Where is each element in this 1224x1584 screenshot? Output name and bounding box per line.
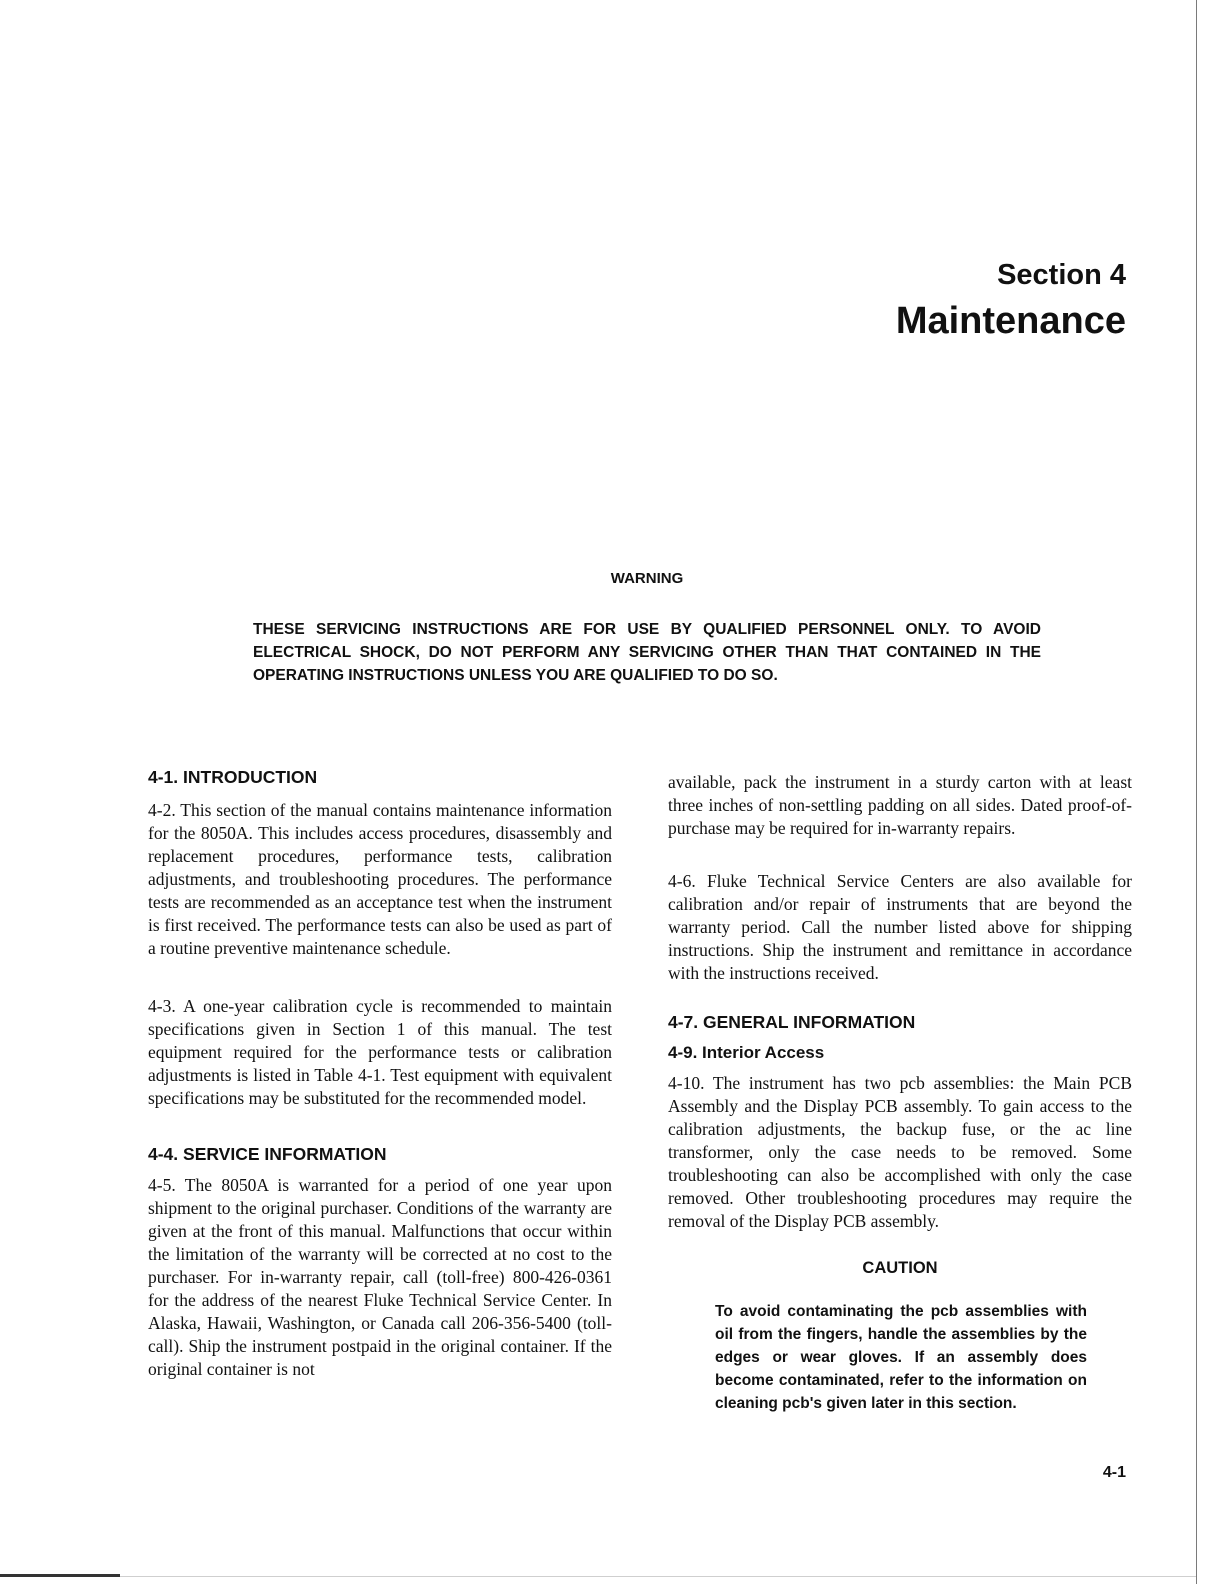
warning-text: THESE SERVICING INSTRUCTIONS ARE FOR USE BY QUALIFIED PERSONNEL ONLY. TO AVOID ELECTRICAL SHOCK, DO NOT PERFORM ANY SERVICING OTHER THAN THAT CONTAINED IN THE OPERATING INSTRUCTIONS UNLESS YOU ARE QUALIFIED TO DO SO. xyxy=(253,621,1041,684)
paragraph-4-5: 4-5. The 8050A is warranted for a period of one year upon shipment to the original purchaser. Conditions of the warranty are given at the front of this manual. Malfunctions that occur within the limitation of the warranty will be corrected at no cost to the purchaser. For in-warranty repair, call (toll-free) 800-426-0361 for the address of the nearest Fluke Technical Service Center. In Alaska, Hawaii, Washington, or Canada call 206-356-5400 (toll-call). Ship the instrument postpaid in the original container. If the original container is not xyxy=(148,1175,612,1379)
warning-title: WARNING xyxy=(610,570,684,587)
general-information-heading: 4-7. GENERAL INFORMATION xyxy=(668,1012,916,1032)
right-column xyxy=(668,771,1132,1415)
paragraph-4-2: 4-2. This section of the manual contains maintenance information for the 8050A. This includes access procedures, disassembly and replacement procedures, performance tests, calibration adjustments, and troubleshooting procedures. The performance tests are recommended as an acceptance test when the instrument is first received. The performance tests can also be used as part of a routine preventive maintenance schedule. xyxy=(148,800,612,958)
section-number: Section 4 xyxy=(997,259,1126,291)
paragraph-4-6: 4-6. Fluke Technical Service Centers are also available for calibration and/or repair of instruments that are beyond the warranty period. Call the number listed above for shipping instructions. Ship the instrument and remittance in accordance with the instructions received. xyxy=(668,871,1132,983)
introduction-heading: 4-1. INTRODUCTION xyxy=(148,767,318,787)
interior-access-heading: 4-9. Interior Access xyxy=(668,1043,825,1062)
section-header xyxy=(896,253,1126,345)
page-edge-line xyxy=(1196,0,1197,1584)
paragraph-4-10: 4-10. The instrument has two pcb assemblies: the Main PCB Assembly and the Display PCB assembly. To gain access to the calibration adjustments, the backup fuse, or the ac line transformer, only the case needs to be removed. Some troubleshooting can also be accomplished with only the case removed. Other troubleshooting procedures may require the removal of the Display PCB assembly. xyxy=(668,1073,1132,1231)
page-number: 4-1 xyxy=(1102,1464,1126,1481)
service-information-heading: 4-4. SERVICE INFORMATION xyxy=(148,1144,387,1164)
caution-title: CAUTION xyxy=(862,1259,938,1277)
caution-text: To avoid contaminating the pcb assemblies with oil from the fingers, handle the assemblies by the edges or wear gloves. If an assembly does become contaminated, refer to the information on cleaning pcb's given later in this section. xyxy=(715,1303,1087,1412)
page-bottom-edge xyxy=(0,1576,1196,1577)
paragraph-continued: available, pack the instrument in a sturdy carton with at least three inches of non-settling padding on all sides. Dated proof-of-purchase may be required for in-warranty repairs. xyxy=(668,772,1132,838)
scan-artifact xyxy=(0,1574,120,1577)
left-column xyxy=(148,765,612,1381)
section-title: Maintenance xyxy=(895,300,1126,342)
paragraph-4-3: 4-3. A one-year calibration cycle is recommended to maintain specifications given in Section 1 of this manual. The test equipment required for the performance tests or calibration adjustments is listed in Table 4-1. Test equipment with equivalent specifications may be substituted for the recommended model. xyxy=(148,996,612,1108)
